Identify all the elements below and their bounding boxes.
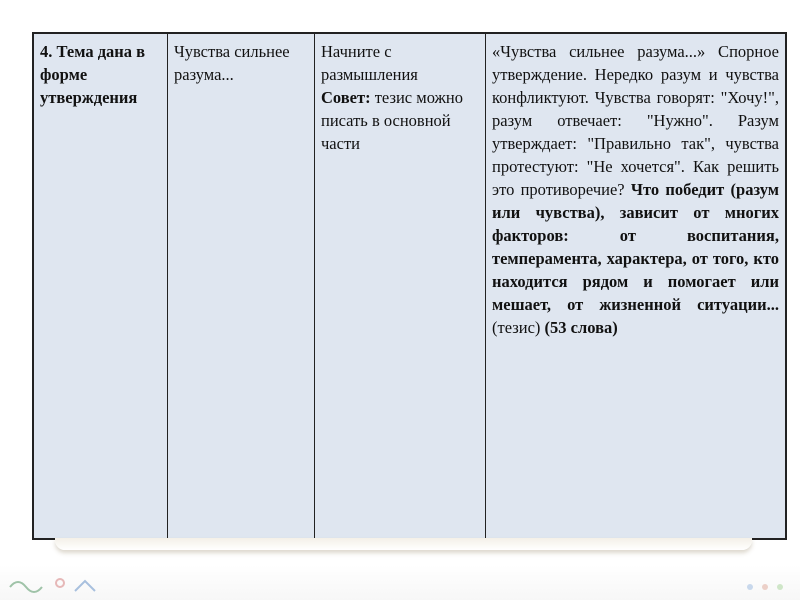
- table-row: [34, 34, 786, 539]
- cell-topic: [168, 34, 315, 539]
- example-intro-text: «Чувства сильнее разума...» Спорное утверждение. Нередко разум и чувства конфликтуют. Чувства говорят: "Хочу!", разум отвечает: "Нужно". Разум утверждает: "Правильно так", чувства протестуют: "Не хочется". Как решить это противоречие?: [492, 42, 779, 199]
- cell-example: [486, 34, 786, 539]
- topic-text: Чувства сильнее разума...: [174, 42, 290, 84]
- content-table: [33, 33, 786, 539]
- decorative-doodles: [0, 565, 200, 600]
- example-word-count: (53 слова): [540, 318, 618, 337]
- decorative-dots: [740, 575, 800, 600]
- example-thesis-label: (тезис): [492, 318, 541, 337]
- topic-type-text: 4. Тема дана в форме утверждения: [40, 42, 146, 107]
- advice-intro-text: Начните с размышления: [321, 42, 418, 84]
- shelf-shadow: [55, 538, 752, 550]
- cell-advice: [315, 34, 486, 539]
- content-table-container: [32, 32, 787, 540]
- advice-label: Совет:: [321, 88, 371, 107]
- cell-topic-type: [34, 34, 168, 539]
- advice-text: тезис можно писать в основной части: [321, 88, 464, 153]
- example-bold-text: Что победит (разум или чувства), зависит от многих факторов: от воспитания, темперамента, характера, от того, кто находится рядом и помогает или мешает, от жизненной ситуации...: [492, 180, 779, 314]
